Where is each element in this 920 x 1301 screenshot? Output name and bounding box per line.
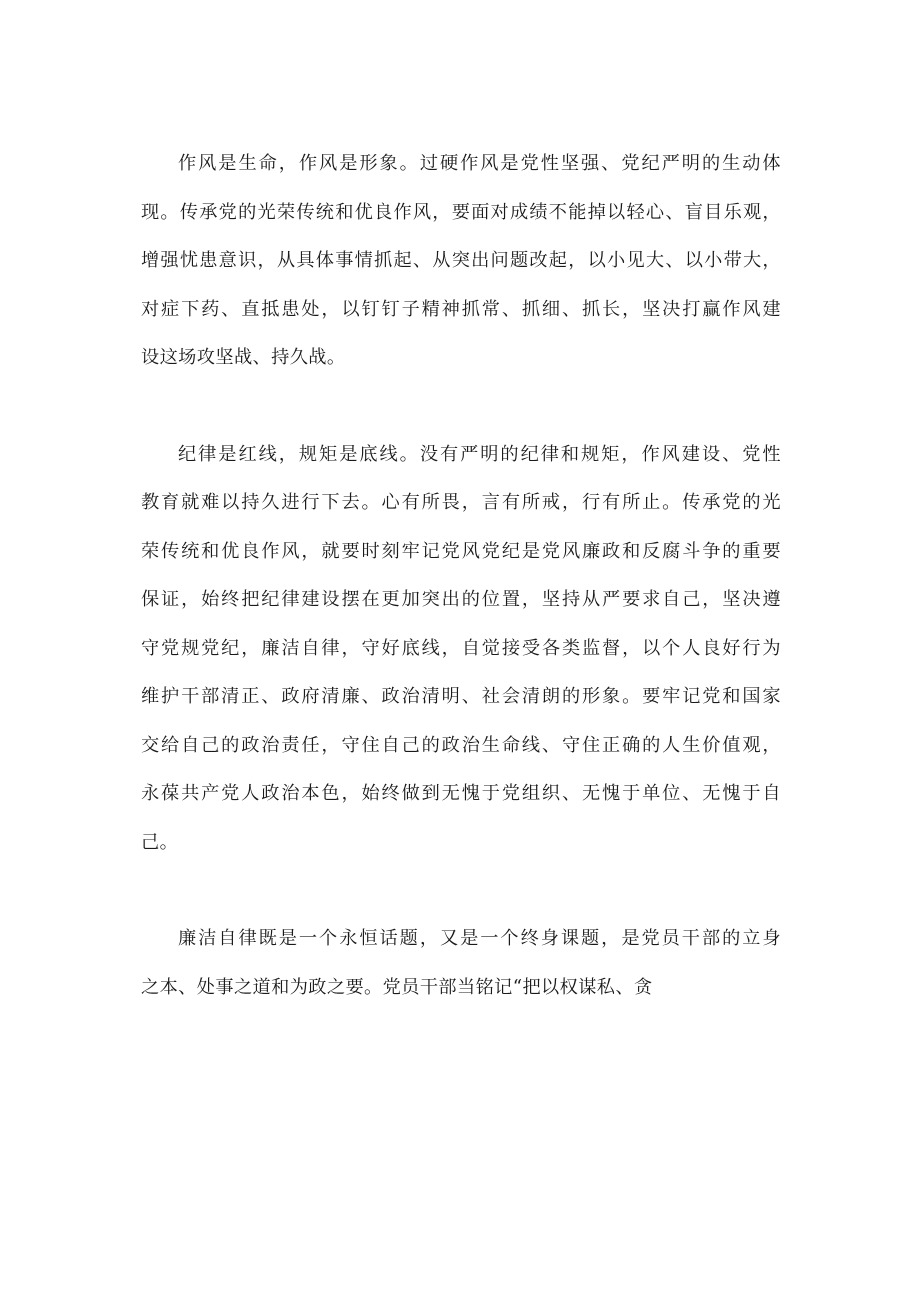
paragraph-line: 维护干部清正、政府清廉、政治清明、社会清朗的形象。要牢记党和国家: [141, 686, 781, 707]
paragraph-3: [141, 915, 781, 1012]
paragraph-line: 增强忧患意识，从具体事情抓起、从突出问题改起，以小见大、以小带大，: [141, 250, 781, 271]
paragraph-line: 之本、处事之道和为政之要。党员干部当铭记“把以权谋私、贪: [141, 976, 653, 998]
paragraph-line: 设这场攻坚战、持久战。: [141, 347, 346, 368]
paragraph-line: 荣传统和优良作风，就要时刻牢记党风党纪是党风廉政和反腐斗争的重要: [141, 540, 781, 562]
paragraph-line: 纪律是红线，规矩是底线。没有严明的纪律和规矩，作风建设、党性: [178, 443, 781, 465]
document-body: [141, 140, 781, 1060]
paragraph-line: 守党规党纪，廉洁自律，守好底线，自觉接受各类监督，以个人良好行为: [141, 637, 781, 659]
paragraph-line: 现。传承党的光荣传统和优良作风，要面对成绩不能掉以轻心、盲目乐观，: [141, 201, 781, 223]
paragraph-2: [141, 431, 781, 868]
paragraph-line: 永葆共产党人政治本色，始终做到无愧于党组织、无愧于单位、无愧于自: [141, 783, 781, 804]
paragraph-line: 廉洁自律既是一个永恒话题，又是一个终身课题，是党员干部的立身: [178, 928, 781, 949]
paragraph-line: 作风是生命，作风是形象。过硬作风是党性坚强、党纪严明的生动体: [178, 153, 781, 174]
paragraph-line: 对症下药、直抵患处，以钉钉子精神抓常、抓细、抓长，坚决打赢作风建: [141, 298, 781, 320]
paragraph-line: 保证，始终把纪律建设摆在更加突出的位置，坚持从严要求自己，坚决遵: [141, 589, 781, 610]
paragraph-line: 交给自己的政治责任，守住自己的政治生命线、守住正确的人生价值观，: [141, 734, 781, 756]
paragraph-line: 教育就难以持久进行下去。心有所畏，言有所戒，行有所止。传承党的光: [141, 492, 781, 513]
paragraph-1: [141, 140, 781, 383]
paragraph-line: 己。: [141, 831, 179, 853]
